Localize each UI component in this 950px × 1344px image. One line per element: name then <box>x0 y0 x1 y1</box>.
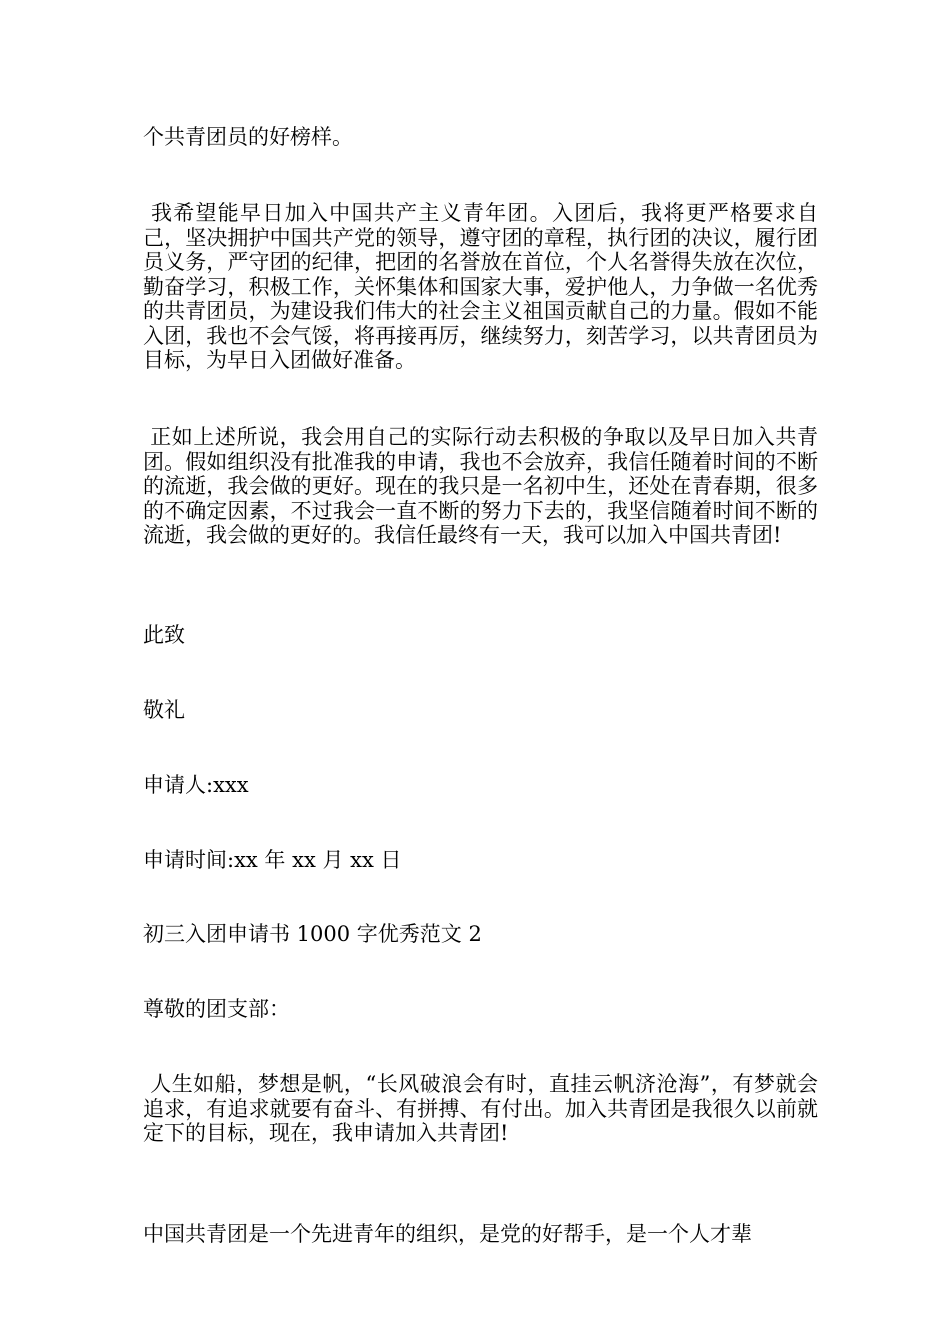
applicant-name: 申请人:xxx <box>143 773 249 797</box>
paragraph-commitment: 我希望能早日加入中国共产主义青年团。入团后，我将更严格要求自己，坚决拥护中国共产党的领导，遵守团的章程，执行团的决议，履行团员义务，严守团的纪律，把团的名誉放在首位，个人名誉得失放在次位，勤奋学习，积极工作，关怀集体和国家大事，爱护他人，力争做一名优秀的共青团员，为建设我们伟大的社会主义祖国贡献自己的力量。假如不能入团，我也不会气馁，将再接再厉，继续努力，刻苦学习，以共青团员为目标，为早日入团做好准备。 <box>143 201 818 372</box>
section-title: 初三入团申请书 1000 字优秀范文 2 <box>143 922 482 946</box>
paragraph-league-intro: 中国共青团是一个先进青年的组织，是党的好帮手，是一个人才辈 <box>143 1222 752 1246</box>
application-date: 申请时间:xx 年 xx 月 xx 日 <box>143 848 402 872</box>
paragraph-determination: 正如上述所说，我会用自己的实际行动去积极的争取以及早日加入共青团。假如组织没有批准我的申请，我也不会放弃，我信任随着时间的不断的流逝，我会做的更好。现在的我只是一名初中生，还处在青春期，很多的不确定因素，不过我会一直不断的努力下去的，我坚信随着时间不断的流逝，我会做的更好的。我信任最终有一天，我可以加入中国共青团! <box>143 425 818 547</box>
greeting: 尊敬的团支部： <box>143 997 290 1021</box>
closing-regards: 敬礼 <box>143 698 185 722</box>
closing-salutation: 此致 <box>143 623 185 647</box>
paragraph-continuation: 个共青团员的好榜样。 <box>143 125 353 149</box>
paragraph-dream: 人生如船，梦想是帆，“长风破浪会有时，直挂云帆济沧海”，有梦就会追求，有追求就要有奋斗、有拼搏、有付出。加入共青团是我很久以前就定下的目标，现在，我申请加入共青团! <box>143 1072 818 1145</box>
